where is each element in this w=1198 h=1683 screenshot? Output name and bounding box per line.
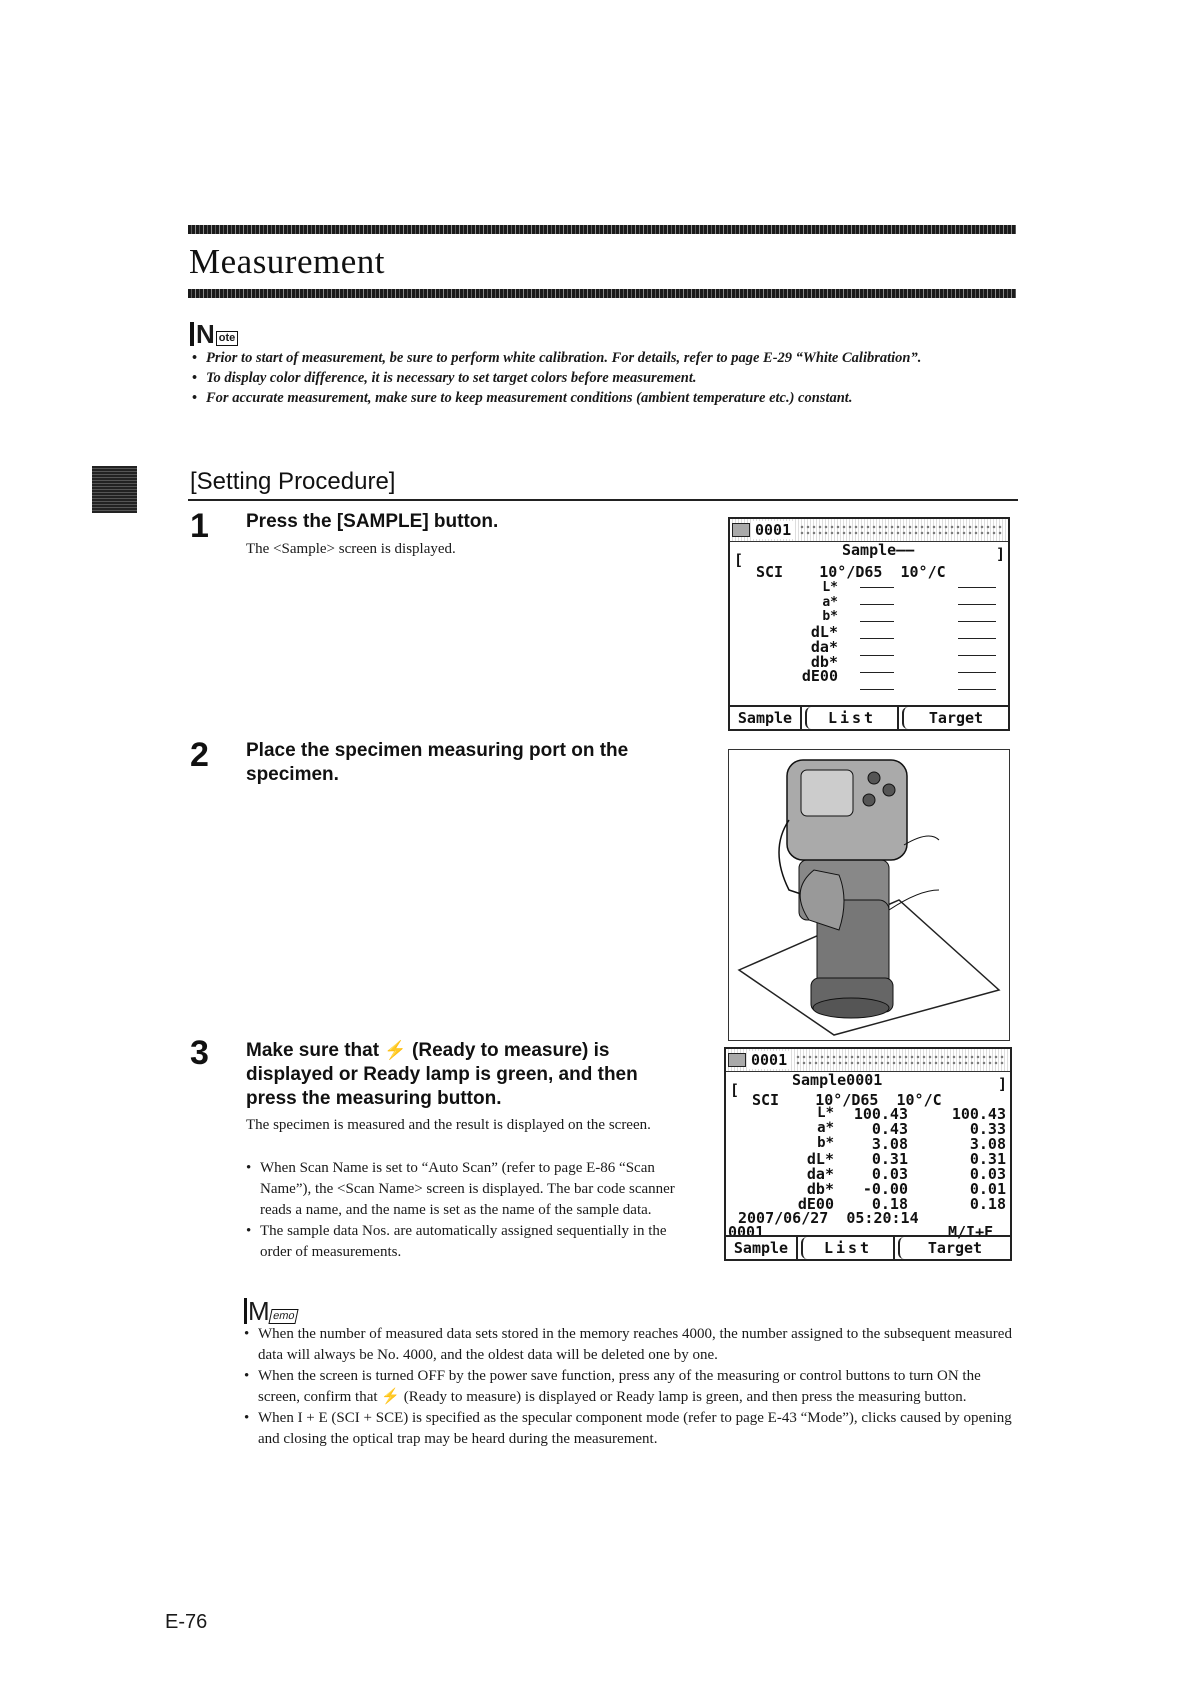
lcd-label: a*: [822, 595, 838, 610]
mode-icon: [728, 1053, 746, 1067]
lcd-screen-title: Sample0001: [792, 1071, 883, 1089]
lcd-tab-sample: Sample: [730, 707, 802, 729]
lcd-tab-list: List: [805, 707, 899, 729]
lcd-label: b*: [822, 609, 838, 624]
memo-badge: [244, 1298, 297, 1324]
lcd-dash-column-2: [958, 575, 996, 690]
lcd-status-bar: [730, 519, 1008, 542]
page-title: Measurement: [189, 242, 385, 281]
note-item: • Prior to start of measurement, be sure to perform white calibration. For details, refer to page E-29 “White Calibration”.: [192, 348, 1022, 368]
lcd-bracket-left: [: [734, 551, 744, 569]
lcd-datetime: 2007/06/27 05:20:14: [738, 1209, 919, 1227]
memo-badge-text: emo: [268, 1309, 299, 1324]
lcd-tab-target: Target: [902, 707, 1008, 729]
lcd-label: L*: [822, 580, 838, 595]
memo-list: [244, 1324, 1024, 1450]
section-rule: [188, 499, 1018, 501]
step-title-part: Make sure that: [246, 1040, 380, 1061]
lcd-value: 0.43: [871, 1120, 908, 1138]
step-title: [246, 1038, 686, 1111]
lcd-value: 3.08: [871, 1135, 908, 1153]
instrument-on-specimen-drawing: [729, 750, 1009, 1040]
lcd-value: 0.18: [969, 1195, 1006, 1213]
lcd-label: db*: [810, 653, 838, 671]
lcd-header-row: SCI 10°/D65 10°/C: [756, 563, 946, 581]
lcd-bracket-left: [: [730, 1081, 740, 1099]
step-number: 1: [190, 507, 209, 545]
lcd-header-row: SCI 10°/D65 10°/C: [752, 1091, 942, 1109]
step-body: The <Sample> screen is displayed.: [246, 541, 456, 557]
lcd-tab-target: Target: [898, 1237, 1010, 1259]
note-item: • To display color difference, it is necessary to set target colors before measurement.: [192, 368, 1022, 388]
lcd-tab-list: List: [801, 1237, 895, 1259]
lcd-tab-sample: Sample: [726, 1237, 798, 1259]
lcd-value: -0.00: [862, 1180, 908, 1198]
lcd-bracket-right: ]: [996, 545, 1006, 563]
step-number: 3: [190, 1034, 209, 1072]
memo-item: • When the number of measured data sets stored in the memory reaches 4000, the number assigned to the subsequent measured data will always be No. 4000, and the oldest data will be deleted one by one.: [244, 1324, 1024, 1366]
lcd-label: L*: [817, 1105, 834, 1121]
lcd-label: a*: [817, 1120, 834, 1136]
mode-icon: [732, 523, 750, 537]
note-item: • For accurate measurement, make sure to keep measurement conditions (ambient temperature etc.) constant.: [192, 388, 1022, 408]
lcd-value: 0.03: [969, 1165, 1006, 1183]
ready-icon: ⚡: [384, 1040, 407, 1060]
lcd-label: b*: [817, 1135, 834, 1151]
lcd-label: da*: [806, 1165, 834, 1183]
lcd-screen-title: Sample——: [842, 541, 915, 559]
lcd-mode: M/I+E: [948, 1223, 994, 1241]
lcd-value: 100.43: [951, 1105, 1006, 1123]
step-bullet-list: [246, 1158, 686, 1263]
note-badge: [190, 319, 238, 349]
lcd-label: dE00: [797, 1195, 834, 1213]
step-body: The specimen is measured and the result is displayed on the screen.: [246, 1117, 651, 1133]
lcd-value: 0.31: [871, 1150, 908, 1168]
status-icons: [799, 524, 1002, 536]
lcd-value: 100.43: [853, 1105, 908, 1123]
step-bullet: • When Scan Name is set to “Auto Scan” (refer to page E-86 “Scan Name”), the <Scan Name> screen is displayed. The bar code scanner reads a name, and the name is set as the name of the sample data.: [246, 1158, 686, 1221]
lcd-label: dE00: [801, 667, 838, 685]
note-badge-text: ote: [216, 331, 239, 346]
lcd-value: 0.33: [969, 1120, 1006, 1138]
memo-badge-letter: M: [244, 1298, 270, 1324]
step-bullet: • The sample data Nos. are automatically assigned sequentially in the order of measurements.: [246, 1221, 686, 1263]
lcd-data-number: 0001: [751, 1051, 788, 1069]
device-illustration: [728, 749, 1010, 1041]
lcd-result-screen: [724, 1047, 1012, 1261]
page-number: E-76: [165, 1611, 208, 1633]
step-title-part: (Ready to measure) is displayed or Ready lamp is green, and then press the measuring button.: [246, 1040, 638, 1109]
section-heading: [Setting Procedure]: [190, 468, 396, 495]
note-list: [192, 348, 1022, 408]
lcd-value: 0.31: [969, 1150, 1006, 1168]
lcd-value: 3.08: [969, 1135, 1006, 1153]
lcd-data-number: 0001: [755, 521, 792, 539]
lcd-label: da*: [810, 638, 838, 656]
lcd-bracket-right: ]: [998, 1075, 1008, 1093]
header-top-rule: [188, 225, 1016, 234]
step-title: Place the specimen measuring port on the specimen.: [246, 740, 629, 785]
lcd-tab-bar: [726, 1235, 1010, 1259]
lcd-label: db*: [806, 1180, 834, 1198]
section-side-tab: [92, 466, 137, 513]
status-icons: [795, 1054, 1004, 1066]
lcd-status-bar: [726, 1049, 1010, 1072]
lcd-tab-bar: [730, 705, 1008, 729]
lcd-value: 0.18: [871, 1195, 908, 1213]
memo-item: • When the screen is turned OFF by the power save function, press any of the measuring or control buttons to turn ON the screen, confirm that ⚡ (Ready to measure) is displayed or Ready lamp is green, and then press the measuring button.: [244, 1366, 1024, 1408]
lcd-value: 0.01: [969, 1180, 1006, 1198]
lcd-label: dL*: [806, 1150, 834, 1168]
step-title: Press the [SAMPLE] button.: [246, 511, 499, 532]
memo-item: • When I + E (SCI + SCE) is specified as the specular component mode (refer to page E-43 “Mode”), clicks caused by opening and closing the optical trap may be heard during the measurement.: [244, 1408, 1024, 1450]
lcd-dash-column-1: [860, 575, 894, 690]
lcd-data-no: 0001: [728, 1223, 765, 1241]
lcd-value: 0.03: [871, 1165, 908, 1183]
lcd-label: dL*: [810, 623, 838, 641]
lcd-sample-screen: [728, 517, 1010, 731]
step-number: 2: [190, 736, 209, 774]
note-badge-letter: N: [190, 322, 215, 346]
header-bottom-rule: [188, 289, 1016, 298]
